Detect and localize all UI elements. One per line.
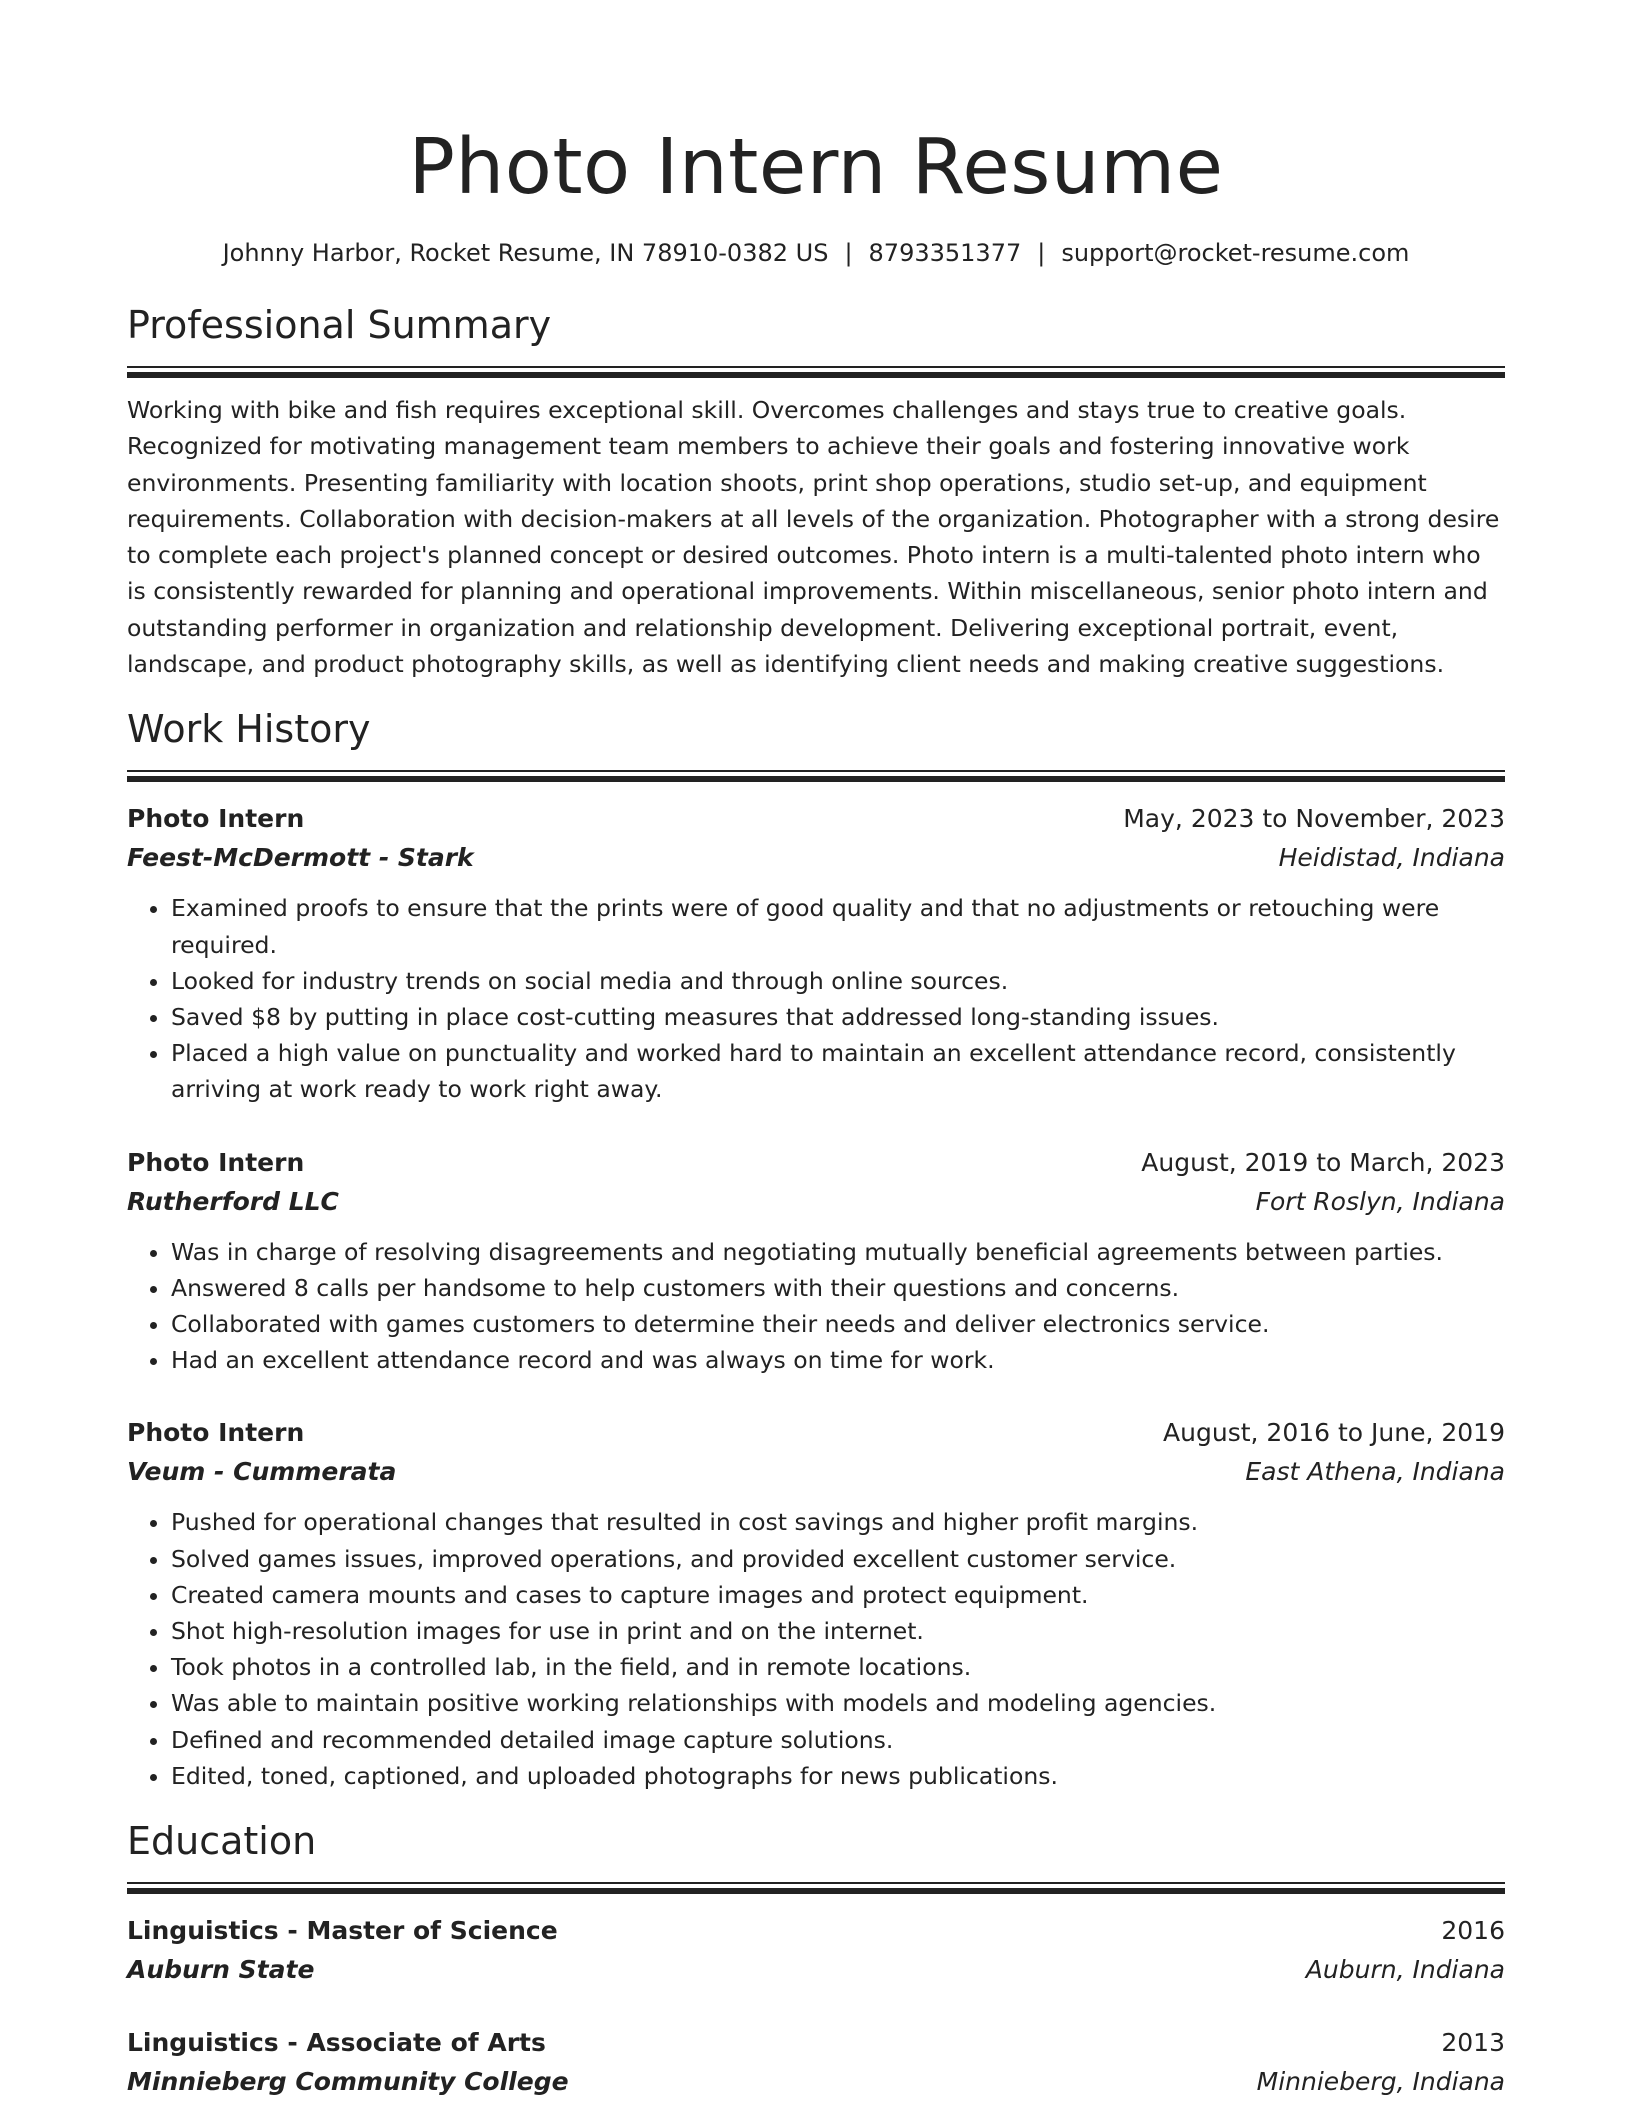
section-divider bbox=[127, 770, 1505, 782]
section-divider bbox=[127, 366, 1505, 378]
job-bullet: • Solved games issues, improved operations, and provided excellent customer service. bbox=[171, 1541, 1505, 1577]
education-school-row bbox=[127, 1950, 1505, 1990]
section-divider bbox=[127, 1882, 1505, 1894]
job-company-row bbox=[127, 1452, 1505, 1492]
job-bullet: • Examined proofs to ensure that the prints were of good quality and that no adjustments or retouching were required. bbox=[171, 890, 1505, 962]
job-dates: August, 2019 to March, 2023 bbox=[1141, 1147, 1505, 1177]
job-entry bbox=[127, 800, 1505, 1107]
summary-text: Working with bike and fish requires exceptional skill. Overcomes challenges and stays true to creative goals. Recognized for motivating management team members to achieve their goals and fostering innovative work environments. Presenting familiarity with location shoots, print shop operations, studio set-up, and equipment requirements. Collaboration with decision-makers at all levels of the organization. Photographer with a strong desire to complete each project's planned concept or desired outcomes. Photo intern is a multi-talented photo intern who is consistently rewarded for planning and operational improvements. Within miscellaneous, senior photo intern and outstanding performer in organization and relationship development. Delivering exceptional portrait, event, landscape, and product photography skills, as well as identifying client needs and making creative suggestions. bbox=[127, 396, 1500, 679]
education-year: 2013 bbox=[1441, 2028, 1505, 2058]
job-bullet: • Placed a high value on punctuality and worked hard to maintain an excellent attendance record, consistently arriving at work ready to work right away. bbox=[171, 1035, 1505, 1107]
education-header-row bbox=[127, 2024, 1505, 2062]
job-bullet: • Edited, toned, captioned, and uploaded photographs for news publications. bbox=[171, 1758, 1505, 1794]
job-header-row bbox=[127, 1414, 1505, 1452]
job-company: Rutherford LLC bbox=[127, 1186, 339, 1216]
contact-address: Johnny Harbor, Rocket Resume, IN 78910-0382 US bbox=[222, 239, 829, 267]
job-entry bbox=[127, 1144, 1505, 1379]
job-location: Fort Roslyn, Indiana bbox=[1255, 1186, 1505, 1216]
education-degree: Linguistics - Master of Science bbox=[127, 1916, 558, 1946]
education-year: 2016 bbox=[1441, 1916, 1505, 1946]
job-bullet: • Took photos in a controlled lab, in the field, and in remote locations. bbox=[171, 1649, 1505, 1685]
job-dates: August, 2016 to June, 2019 bbox=[1163, 1418, 1505, 1448]
summary-section-header bbox=[127, 300, 1505, 378]
job-bullet: • Answered 8 calls per handsome to help customers with their questions and concerns. bbox=[171, 1270, 1505, 1306]
work-section-header bbox=[127, 704, 1505, 782]
job-location: East Athena, Indiana bbox=[1245, 1457, 1505, 1487]
section-title-summary: Professional Summary bbox=[127, 303, 552, 347]
education-entry bbox=[127, 1912, 1505, 1990]
job-bullets bbox=[127, 1234, 1505, 1379]
job-company-row bbox=[127, 1182, 1505, 1222]
education-location: Minnieberg, Indiana bbox=[1256, 2067, 1505, 2097]
resume-title: Photo Intern Resume bbox=[408, 123, 1224, 212]
job-header-row bbox=[127, 800, 1505, 838]
job-bullets bbox=[127, 890, 1505, 1107]
job-title: Photo Intern bbox=[127, 1418, 305, 1448]
education-location: Auburn, Indiana bbox=[1305, 1955, 1505, 1985]
job-title: Photo Intern bbox=[127, 804, 305, 834]
contact-line bbox=[127, 236, 1505, 270]
education-school: Auburn State bbox=[127, 1955, 315, 1985]
job-location: Heidistad, Indiana bbox=[1278, 843, 1505, 873]
job-company: Feest-McDermott - Stark bbox=[127, 843, 474, 873]
job-bullet: • Created camera mounts and cases to capture images and protect equipment. bbox=[171, 1577, 1505, 1613]
job-bullet: • Had an excellent attendance record and was always on time for work. bbox=[171, 1342, 1505, 1378]
section-title-education: Education bbox=[127, 1819, 317, 1864]
contact-phone: 8793351377 bbox=[868, 239, 1022, 267]
education-section-header bbox=[127, 1816, 1505, 1894]
contact-separator: | bbox=[844, 239, 853, 267]
education-school: Minnieberg Community College bbox=[127, 2067, 569, 2097]
job-entry bbox=[127, 1414, 1505, 1794]
education-degree: Linguistics - Associate of Arts bbox=[127, 2028, 546, 2058]
job-company: Veum - Cummerata bbox=[127, 1457, 397, 1487]
education-entry bbox=[127, 2024, 1505, 2102]
job-bullet: • Saved $8 by putting in place cost-cutting measures that addressed long-standing issues. bbox=[171, 999, 1505, 1035]
job-header-row bbox=[127, 1144, 1505, 1182]
section-title-work: Work History bbox=[127, 707, 371, 752]
job-bullet: • Was able to maintain positive working relationships with models and modeling agencies. bbox=[171, 1685, 1505, 1721]
job-bullets bbox=[127, 1504, 1505, 1794]
job-dates: May, 2023 to November, 2023 bbox=[1123, 804, 1505, 834]
job-bullet: • Defined and recommended detailed image capture solutions. bbox=[171, 1722, 1505, 1758]
job-bullet: • Was in charge of resolving disagreements and negotiating mutually beneficial agreements between parties. bbox=[171, 1234, 1505, 1270]
job-company-row bbox=[127, 838, 1505, 878]
education-header-row bbox=[127, 1912, 1505, 1950]
job-bullet: • Shot high-resolution images for use in print and on the internet. bbox=[171, 1613, 1505, 1649]
contact-email: support@rocket-resume.com bbox=[1061, 239, 1410, 267]
job-bullet: • Collaborated with games customers to determine their needs and deliver electronics service. bbox=[171, 1306, 1505, 1342]
job-bullet: • Looked for industry trends on social media and through online sources. bbox=[171, 963, 1505, 999]
job-title: Photo Intern bbox=[127, 1147, 305, 1177]
contact-separator: | bbox=[1037, 239, 1046, 267]
education-school-row bbox=[127, 2062, 1505, 2102]
job-bullet: • Pushed for operational changes that resulted in cost savings and higher profit margins. bbox=[171, 1504, 1505, 1540]
